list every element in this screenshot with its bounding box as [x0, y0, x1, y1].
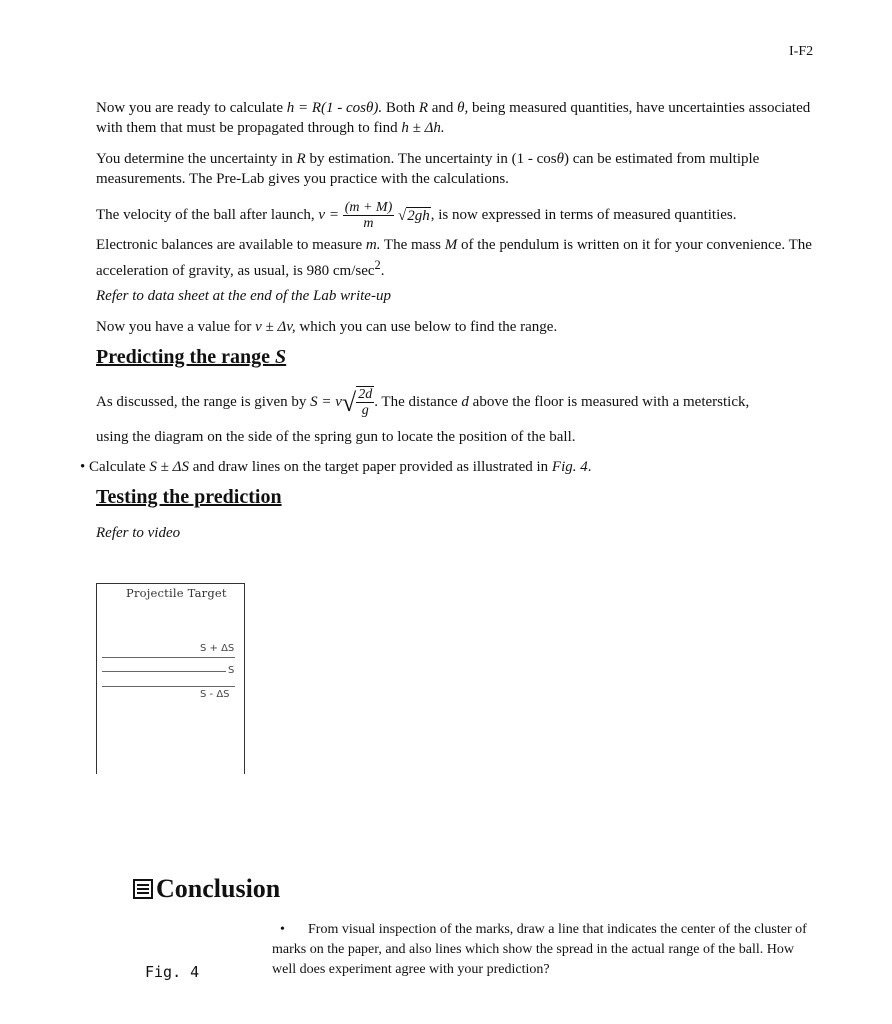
text: ) can be estimated from multiple measurements. The Pre-Lab gives you practice with the calculations.: [96, 151, 760, 187]
target-title: Projectile Target: [126, 586, 227, 600]
text: Now you are ready to calculate: [96, 100, 287, 116]
bullet-icon: •: [280, 922, 285, 937]
text: The mass: [380, 237, 445, 253]
text: . The distance: [374, 394, 462, 410]
text: , is now expressed in terms of measured quantities.: [430, 207, 737, 223]
paragraph-uncertainty: [96, 149, 816, 189]
paragraph-diagram: using the diagram on the side of the spring gun to locate the position of the ball.: [96, 429, 576, 445]
text: The velocity of the ball after launch,: [96, 207, 319, 223]
text: Now you have a value for: [96, 319, 256, 335]
text: Calculate: [85, 459, 150, 475]
var-R: R: [296, 151, 306, 167]
sqrt-argument: 2gh: [407, 207, 430, 224]
bullet-calculate-range: [80, 457, 820, 477]
text: and: [428, 100, 458, 116]
var-R: R: [418, 100, 428, 116]
refer-data-sheet: Refer to data sheet at the end of the Lab write-up: [96, 288, 391, 304]
label-upper-bound: S + ΔS: [200, 643, 235, 654]
velocity-fraction: [343, 200, 395, 232]
text: being measured quantities, have uncertainties associated with them that must be propagated through to find: [96, 100, 811, 136]
var-M: M: [444, 237, 458, 253]
range-fraction: [356, 386, 374, 419]
text: of the pendulum is written on it for your convenience. The acceleration of gravity, as usual, is 980 cm/sec: [96, 237, 812, 279]
paragraph-velocity: [96, 198, 816, 233]
text: .: [380, 263, 385, 279]
text: Both: [382, 100, 419, 116]
text: As discussed, the range is given by: [96, 394, 311, 410]
var-d: d: [461, 394, 469, 410]
line-upper-bound: [102, 657, 235, 658]
var-h-uncertainty: h ± Δh.: [401, 120, 445, 136]
heading-text: Predicting the range: [96, 346, 276, 368]
var-m: m.: [365, 237, 381, 253]
paragraph-range-formula: [96, 380, 816, 425]
label-lower-bound: S - ΔS: [200, 689, 230, 700]
label-center: S: [228, 665, 235, 676]
superscript: 2: [374, 258, 381, 272]
text: and draw lines on the target paper provided as illustrated in: [188, 459, 552, 475]
conclusion-bullet: [272, 920, 812, 980]
line-lower-bound: [102, 686, 235, 687]
sqrt-expression: √2gh: [398, 207, 430, 224]
heading-predicting-range: [96, 346, 286, 369]
figure-label: Fig. 4: [145, 963, 200, 981]
conclusion-title: Conclusion: [156, 874, 281, 903]
fraction-numerator: 2d: [358, 387, 373, 403]
var-v-uncertainty: v ± Δv,: [255, 319, 296, 335]
text: by estimation. The uncertainty in (1 - cos: [305, 151, 557, 167]
text: .: [587, 459, 592, 475]
conclusion-heading: [133, 874, 280, 904]
var-S: S = v: [310, 394, 342, 410]
text: which you can use below to find the range.: [295, 319, 558, 335]
refer-video: Refer to video: [96, 525, 181, 541]
fraction-numerator: (m + M): [344, 199, 393, 215]
text: above the floor is measured with a meterstick,: [468, 394, 750, 410]
var-S: S: [275, 346, 287, 368]
heading-testing-prediction: Testing the prediction: [96, 486, 282, 508]
fraction-denominator: g: [361, 403, 369, 419]
text: Electronic balances are available to measure: [96, 237, 366, 253]
var-theta: θ,: [457, 100, 469, 116]
line-center: [102, 671, 226, 672]
text: You determine the uncertainty in: [96, 151, 297, 167]
paragraph-calculate-h: [96, 98, 816, 138]
bullet-icon: •: [80, 459, 86, 475]
conclusion-text: From visual inspection of the marks, draw a line that indicates the center of the cluster of marks on the paper, and also lines which show the spread in the actual range of the ball. How well does experiment agree with your prediction?: [272, 922, 807, 977]
fraction-denominator: m: [363, 215, 374, 231]
var-theta: θ: [556, 151, 564, 167]
equation-h: h = R(1 - cosθ).: [286, 100, 383, 116]
paragraph-value-v: [96, 317, 816, 337]
paragraph-balances: [96, 235, 816, 281]
var-S-uncertainty: S ± ΔS: [149, 459, 189, 475]
page-number: I-F2: [789, 44, 814, 59]
document-icon: [133, 879, 153, 899]
projectile-target-figure: [96, 583, 245, 774]
sqrt-expression: √: [341, 387, 357, 417]
fig-reference: Fig. 4: [551, 459, 588, 475]
var-v: v =: [318, 207, 339, 223]
